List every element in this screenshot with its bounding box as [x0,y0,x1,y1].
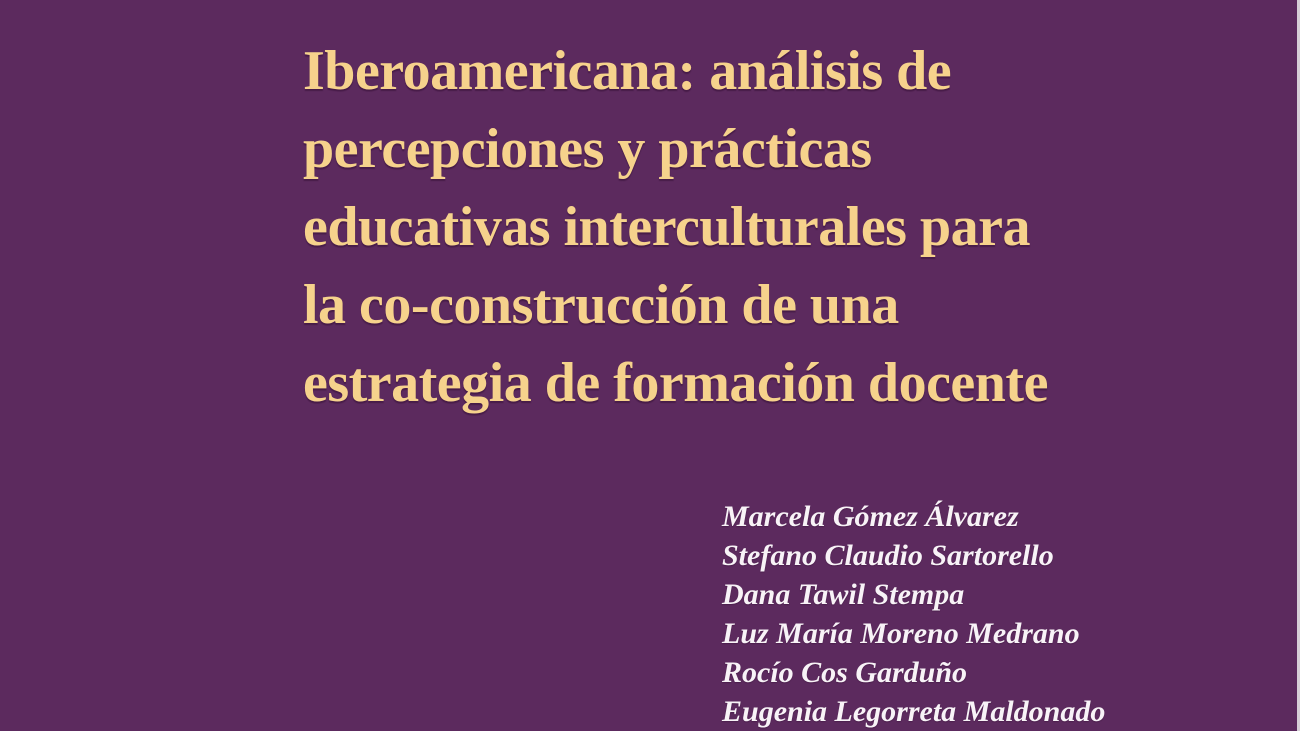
author-name: Stefano Claudio Sartorello [722,539,1054,572]
title-line: Iberoamericana: análisis de [303,39,952,102]
author-name: Eugenia Legorreta Maldonado [722,695,1106,728]
title-line: percepciones y prácticas [303,117,872,180]
author-name: Dana Tawil Stempa [722,578,965,611]
author-list [722,497,1242,731]
cover-title [303,32,1203,422]
title-line: estrategia de formación docente [303,351,1048,414]
title-line: educativas interculturales para [303,195,1030,258]
author-name: Marcela Gómez Álvarez [722,500,1019,533]
title-line: la co-construcción de una [303,273,899,336]
author-name: Rocío Cos Garduño [722,656,968,689]
author-name: Luz María Moreno Medrano [722,617,1080,650]
